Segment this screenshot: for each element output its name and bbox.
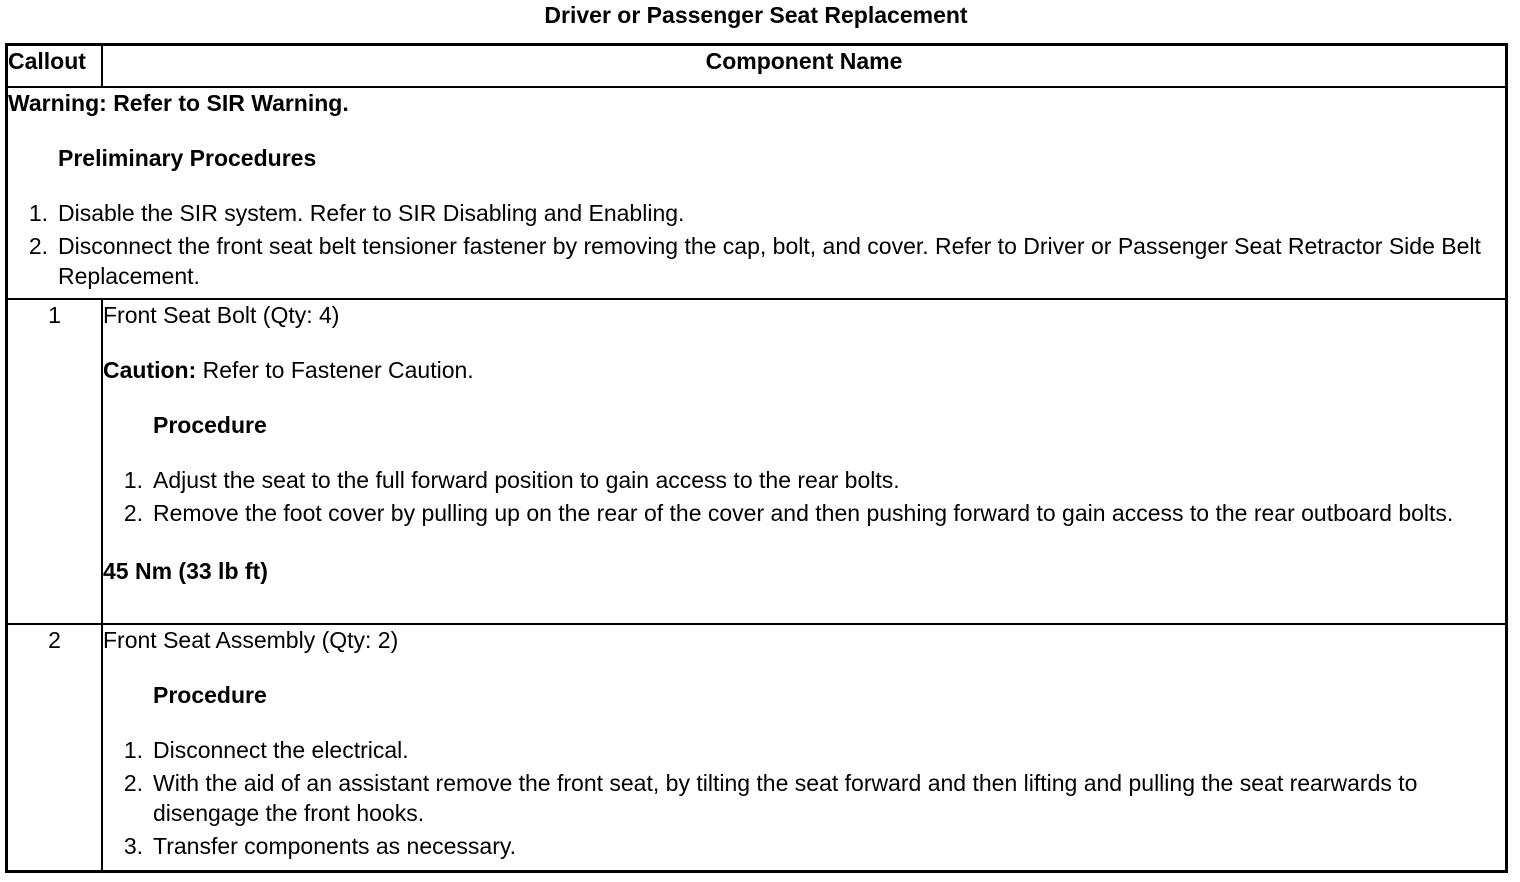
table-row: [7, 299, 1507, 624]
list-item: [103, 735, 1505, 765]
step-number: 2.: [28, 233, 48, 259]
list-item: [103, 768, 1505, 828]
warning-label: Warning:: [8, 90, 107, 116]
step-text: Disconnect the front seat belt tensioner fastener by removing the cap, bolt, and cover. Refer to Driver or Passenger Seat Retractor Side Belt Replacement.: [58, 233, 1481, 289]
component-cell: [102, 299, 1507, 624]
list-item: [8, 198, 1505, 228]
component-name: Front Seat Assembly (Qty: 2): [103, 627, 399, 653]
list-item: [103, 465, 1505, 495]
procedure-table: [5, 43, 1508, 873]
component-cell: [102, 624, 1507, 872]
list-item: [103, 831, 1505, 861]
header-row: [7, 45, 1507, 88]
step-text: Disable the SIR system. Refer to SIR Disabling and Enabling.: [58, 200, 685, 226]
procedure-steps: [103, 465, 1505, 528]
warning-line: [8, 88, 1505, 118]
step-text: Remove the foot cover by pulling up on the rear of the cover and then pushing forward to gain access to the rear outboard bolts.: [153, 500, 1454, 526]
document-title: Driver or Passenger Seat Replacement: [544, 2, 968, 28]
callout-number: 1: [7, 299, 103, 624]
step-number: 1.: [123, 467, 143, 493]
component-name-column-header: Component Name: [102, 45, 1507, 88]
caution-text: Refer to Fastener Caution.: [202, 357, 474, 383]
table-row: [7, 624, 1507, 872]
list-item: [103, 498, 1505, 528]
component-name: Front Seat Bolt (Qty: 4): [103, 302, 340, 328]
caution-line: [103, 355, 1505, 385]
list-item: [8, 231, 1505, 291]
preliminary-cell: [7, 87, 1507, 299]
step-text: With the aid of an assistant remove the front seat, by tilting the seat forward and then lifting and pulling the seat rearwards to disengage the front hooks.: [153, 770, 1418, 826]
torque-spec: 45 Nm (33 lb ft): [103, 558, 268, 584]
step-text: Adjust the seat to the full forward position to gain access to the rear bolts.: [153, 467, 900, 493]
step-number: 1.: [28, 200, 48, 226]
step-number: 2.: [123, 770, 143, 796]
procedure-heading: Procedure: [153, 412, 267, 438]
step-number: 3.: [123, 833, 143, 859]
warning-text: Refer to SIR Warning.: [113, 90, 349, 116]
step-number: 2.: [123, 500, 143, 526]
procedure-heading: Procedure: [153, 682, 267, 708]
callout-column-header: Callout: [7, 45, 103, 88]
step-number: 1.: [123, 737, 143, 763]
step-text: Transfer components as necessary.: [153, 833, 517, 859]
caution-label: Caution:: [103, 357, 197, 383]
preliminary-steps: [8, 198, 1505, 291]
callout-number: 2: [7, 624, 103, 872]
step-text: Disconnect the electrical.: [153, 737, 409, 763]
preliminary-row: [7, 87, 1507, 299]
preliminary-procedures-heading: Preliminary Procedures: [58, 145, 317, 171]
procedure-steps: [103, 735, 1505, 861]
